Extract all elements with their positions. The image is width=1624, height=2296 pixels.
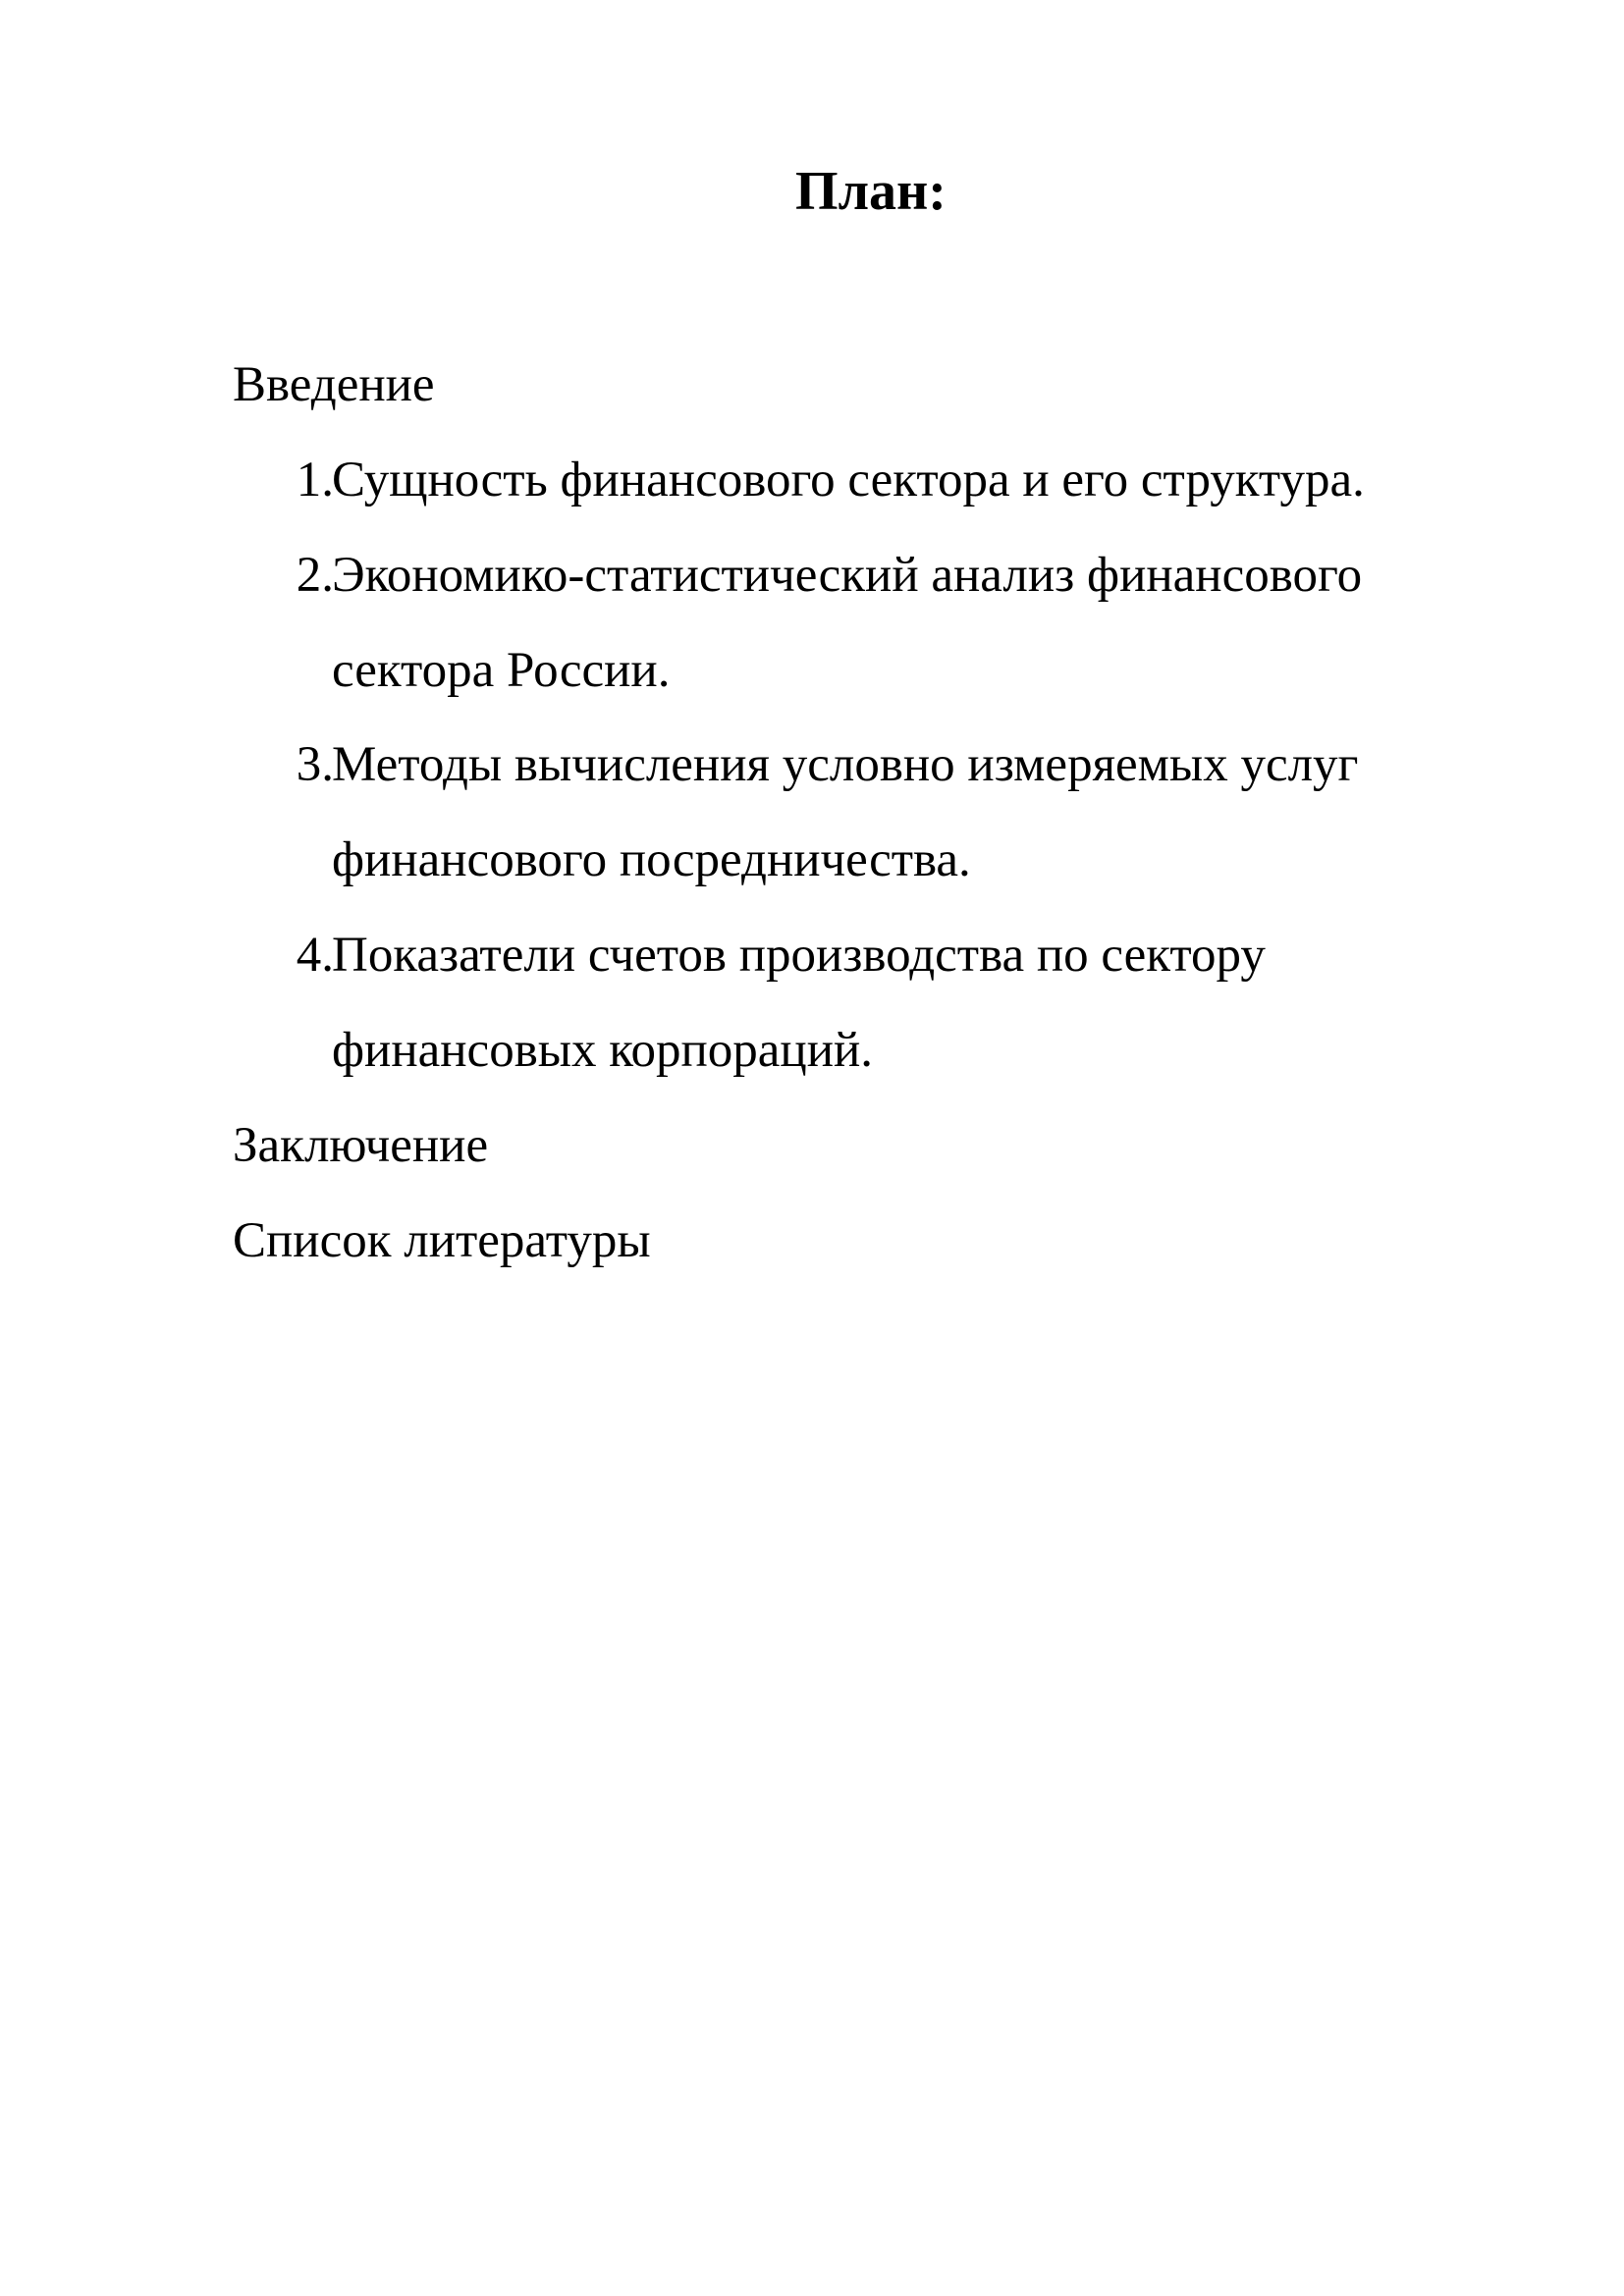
toc-item-text-continuation: финансовых корпораций.: [332, 1023, 874, 1078]
toc-item-text: Экономико-статистический анализ финансового: [332, 548, 1363, 603]
toc-item-number: 1.: [296, 453, 334, 507]
toc-conclusion: Заключение: [233, 1118, 489, 1173]
toc-references: Список литературы: [233, 1213, 651, 1268]
toc-item-number: 3.: [296, 737, 334, 792]
page-title: План:: [795, 161, 947, 222]
toc-introduction: Введение: [233, 357, 435, 412]
toc-item-text-continuation: сектора России.: [332, 643, 671, 698]
toc-item-text: Показатели счетов производства по сектору: [332, 928, 1266, 983]
toc-item-number: 2.: [296, 548, 334, 603]
toc-item-text: Методы вычисления условно измеряемых услуг: [332, 737, 1359, 792]
toc-item-text-continuation: финансового посредничества.: [332, 832, 971, 887]
toc-item-number: 4.: [296, 928, 334, 983]
toc-item-text: Сущность финансового сектора и его структура.: [332, 453, 1365, 507]
